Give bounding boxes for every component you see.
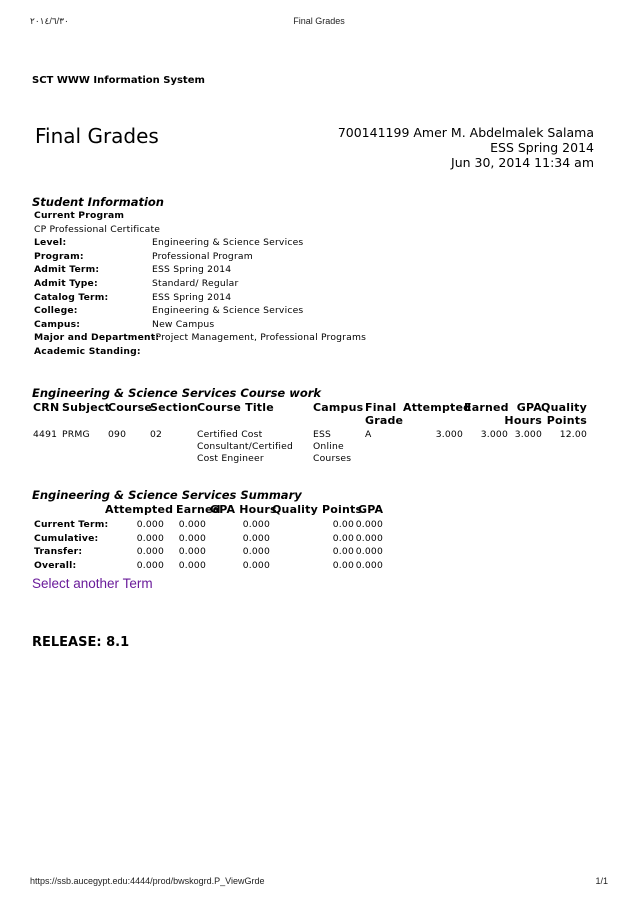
course-work-heading: Engineering & Science Services Course work	[32, 386, 322, 400]
summary-cell-gpa: 0.000	[355, 519, 383, 530]
student-info-row	[34, 263, 454, 277]
summary-cell-quality-points: 0.00	[332, 519, 354, 530]
student-info-value: -Project Management, Professional Programs	[152, 332, 367, 344]
cell-subject: PRMG	[62, 429, 90, 440]
student-info-label: Program:	[34, 250, 84, 262]
summary-cell-earned: 0.000	[178, 546, 206, 557]
summary-row-label: Current Term:	[34, 519, 109, 530]
col-gpa-hours-1: GPA	[516, 401, 542, 414]
student-id-name: 700141199 Amer M. Abdelmalek Salama	[337, 125, 594, 140]
summary-cell-quality-points: 0.00	[332, 546, 354, 557]
student-info-label: Catalog Term:	[34, 291, 109, 303]
summary-cell-attempted: 0.000	[136, 559, 164, 571]
col-campus: Campus	[313, 401, 364, 414]
cell-campus-1: ESS	[313, 429, 332, 440]
report-timestamp: Jun 30, 2014 11:34 am	[451, 155, 594, 170]
summary-cell-gpa-hours: 0.000	[242, 559, 270, 571]
col-course: Course	[108, 401, 153, 414]
summary-cell-gpa-hours: 0.000	[242, 519, 270, 530]
summary-row-label: Cumulative:	[34, 532, 99, 544]
student-info-label: Campus:	[34, 318, 81, 330]
cell-grade: A	[365, 429, 372, 440]
cell-campus-3: Courses	[313, 453, 352, 464]
page-title: Final Grades	[35, 124, 159, 148]
student-info-row	[34, 318, 454, 332]
release-version: RELEASE: 8.1	[32, 635, 130, 650]
summary-heading: Engineering & Science Services Summary	[32, 488, 302, 502]
student-info-row	[34, 345, 454, 359]
student-info-row	[34, 250, 454, 264]
current-program-label: Current Program	[34, 210, 125, 221]
cell-crn: 4491	[33, 429, 58, 440]
summary-row-label: Overall:	[34, 559, 77, 571]
student-info-label: Major and Department:	[34, 332, 160, 344]
student-info-heading: Student Information	[32, 195, 164, 209]
summary-cell-attempted: 0.000	[136, 519, 164, 530]
student-id-block	[254, 125, 594, 170]
summary-cell-gpa-hours: 0.000	[242, 532, 270, 544]
cell-section: 02	[150, 429, 163, 440]
summary-cell-gpa: 0.000	[355, 559, 383, 571]
summary-cell-earned: 0.000	[178, 532, 206, 544]
col-subject: Subject	[62, 401, 111, 414]
col-final-grade-2: Grade	[365, 414, 404, 427]
footer-page-number: 1/1	[595, 876, 608, 886]
student-info-label: Academic Standing:	[34, 345, 141, 357]
sum-col-attempted: Attempted	[105, 503, 174, 516]
cell-gpa-hours: 3.000	[514, 429, 542, 440]
col-earned: Earned	[464, 401, 509, 414]
sum-col-gpa: GPA	[358, 503, 384, 516]
student-info-label: College:	[34, 305, 78, 317]
summary-cell-gpa: 0.000	[355, 532, 383, 544]
cell-campus-2: Online	[313, 441, 344, 452]
print-date: ٢٠١٤/٦/٣٠	[30, 16, 69, 26]
student-info-row	[34, 304, 454, 318]
system-name: SCT WWW Information System	[32, 75, 205, 86]
summary-row-label: Transfer:	[34, 546, 83, 557]
summary-cell-attempted: 0.000	[136, 546, 164, 557]
current-program-label-row	[34, 209, 454, 223]
student-info-row	[34, 331, 454, 345]
summary-cell-gpa-hours: 0.000	[242, 546, 270, 557]
student-info-value: Engineering & Science Services	[152, 237, 304, 249]
cell-quality-points: 12.00	[559, 429, 587, 440]
sum-col-gpa-hours: GPA Hours	[210, 503, 277, 516]
col-attempted: Attempted	[403, 401, 472, 414]
col-course-title: Course Title	[197, 401, 274, 414]
student-info-value: New Campus	[152, 318, 215, 330]
col-crn: CRN	[33, 401, 60, 414]
student-term: ESS Spring 2014	[490, 140, 594, 155]
col-quality-points-2: Points	[546, 414, 587, 427]
col-quality-points-1: Quality	[541, 401, 587, 414]
cell-earned: 3.000	[480, 429, 508, 440]
summary-table	[34, 503, 414, 573]
summary-cell-earned: 0.000	[178, 519, 206, 530]
cell-title-3: Cost Engineer	[197, 453, 264, 464]
student-info-value: ESS Spring 2014	[152, 264, 232, 276]
sum-col-quality-points: Quality Points	[272, 503, 363, 516]
student-info-value: ESS Spring 2014	[152, 291, 232, 303]
student-info-row	[34, 291, 454, 305]
student-info-value: Professional Program	[152, 250, 253, 262]
select-another-term-link[interactable]: Select another Term	[32, 576, 153, 591]
print-title: Final Grades	[293, 16, 345, 26]
student-info-row	[34, 277, 454, 291]
student-info-label: Admit Term:	[34, 264, 100, 276]
footer-url: https://ssb.aucegypt.edu:4444/prod/bwskogrd.P_ViewGrde	[30, 876, 265, 886]
col-gpa-hours-2: Hours	[504, 414, 542, 427]
student-info-value: Standard/ Regular	[152, 277, 239, 289]
student-info-label: Level:	[34, 237, 67, 249]
cell-attempted: 3.000	[435, 429, 463, 440]
student-info-row	[34, 236, 454, 250]
summary-cell-quality-points: 0.00	[332, 559, 354, 571]
col-section: Section	[150, 401, 198, 414]
student-info-section	[34, 209, 454, 359]
summary-cell-attempted: 0.000	[136, 532, 164, 544]
current-program-value: CP Professional Certificate	[34, 223, 161, 235]
cell-title-1: Certified Cost	[197, 429, 263, 440]
student-info-label: Admit Type:	[34, 277, 98, 289]
cell-title-2: Consultant/Certified	[197, 441, 294, 452]
summary-cell-gpa: 0.000	[355, 546, 383, 557]
current-program-value-row	[34, 223, 454, 237]
cell-course: 090	[108, 429, 127, 440]
summary-cell-earned: 0.000	[178, 559, 206, 571]
sum-col-earned: Earned	[176, 503, 221, 516]
student-info-value: Engineering & Science Services	[152, 305, 304, 317]
col-final-grade-1: Final	[365, 401, 397, 414]
summary-cell-quality-points: 0.00	[332, 532, 354, 544]
